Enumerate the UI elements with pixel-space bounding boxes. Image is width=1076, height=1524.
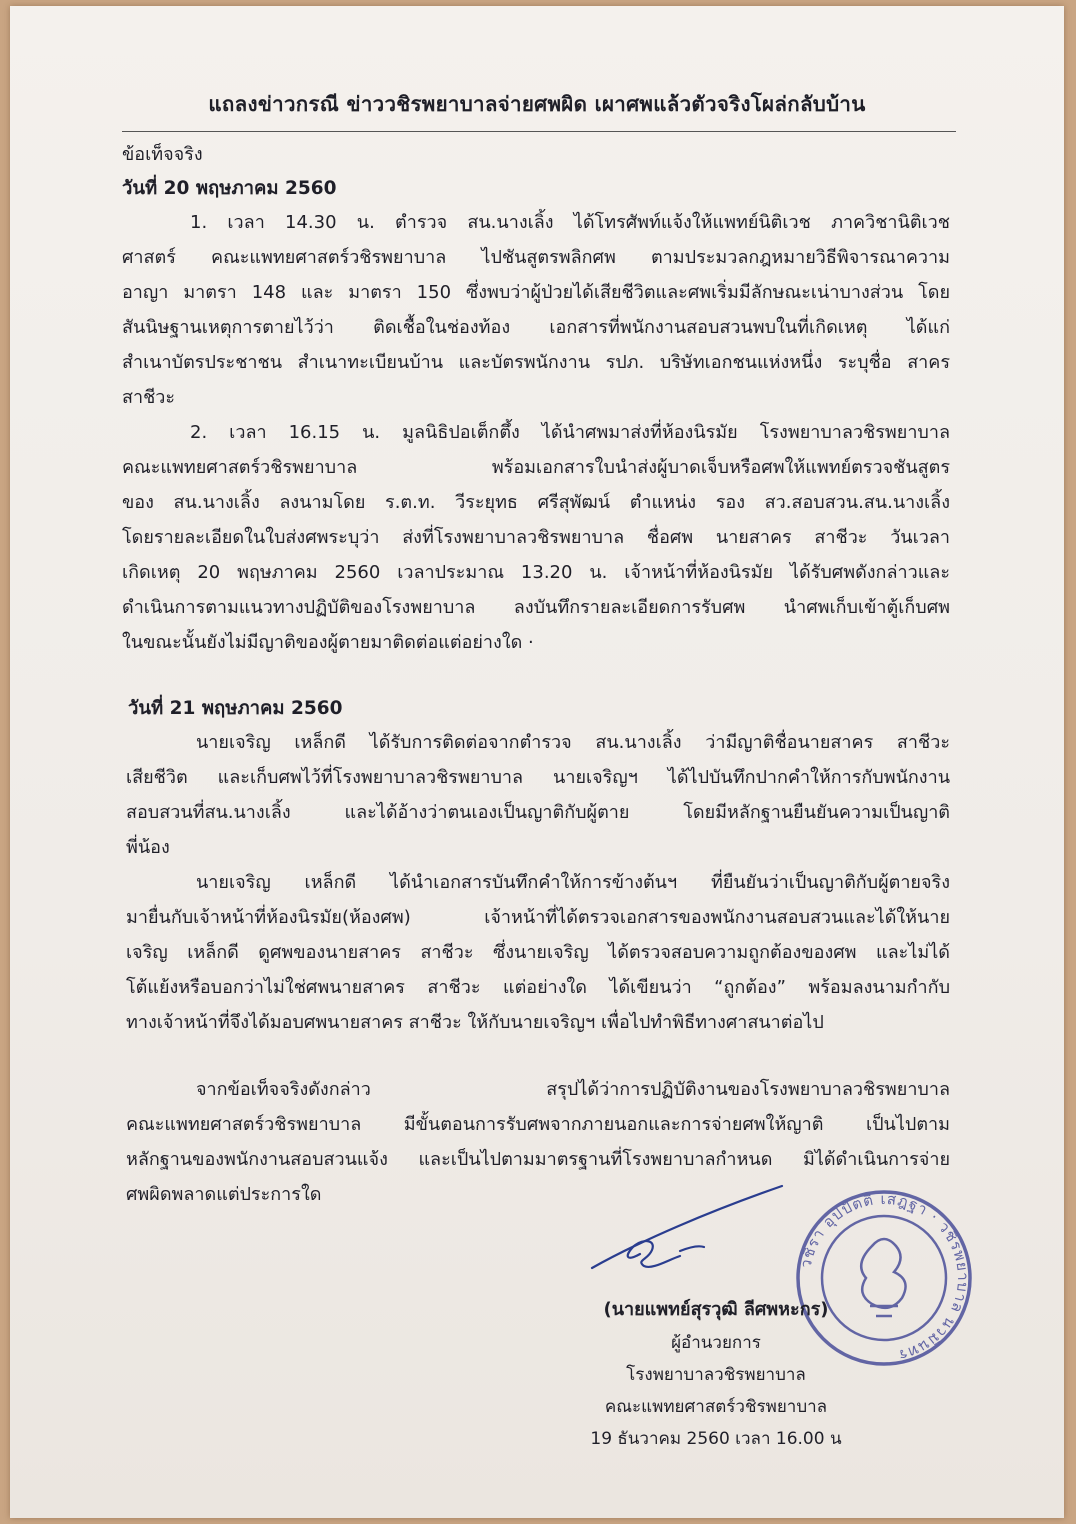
day1-item1-line: อาญา มาตรา 148 และ มาตรา 150 ซึ่งพบว่าผู้ป่วยได้เสียชีวิตและศพเริ่มมีลักษณะเน่าบางส่วน โดย	[122, 282, 950, 303]
statement-date: 19 ธันวาคม 2560 เวลา 16.00 น	[590, 1429, 842, 1449]
day1-item2-line: คณะแพทยศาสตร์วชิรพยาบาล พร้อมเอกสารใบนำส่งผู้บาดเจ็บหรือศพให้แพทย์ตรวจชันสูตร	[122, 457, 950, 478]
day2-heading: วันที่ 21 พฤษภาคม 2560	[128, 698, 343, 719]
day1-item2-line: ของ สน.นางเลิ้ง ลงนามโดย ร.ต.ท. วีระยุทธ ศรีสุพัฒน์ ตำแหน่ง รอง สว.สอบสวน.สน.นางเลิ้ง	[122, 492, 950, 513]
signatory-faculty: คณะแพทยศาสตร์วชิรพยาบาล	[604, 1397, 828, 1417]
signatory-organization: โรงพยาบาลวชิรพยาบาล	[626, 1365, 806, 1385]
day2-para2-line: โต้แย้งหรือบอกว่าไม่ใช่ศพนายสาคร สาชีวะ แต่อย่างใด ได้เขียนว่า “ถูกต้อง” พร้อมลงนามกำกับ	[126, 977, 950, 998]
signatory-position: ผู้อำนวยการ	[671, 1333, 761, 1353]
day2-para1-line: นายเจริญ เหล็กดี ได้รับการติดต่อจากตำรวจ สน.นางเลิ้ง ว่ามีญาติชื่อนายสาคร สาชีวะ	[196, 732, 950, 753]
day1-item1-line: สันนิษฐานเหตุการตายไว้ว่า ติดเชื้อในช่องท้อง เอกสารที่พนักงานสอบสวนพบในที่เกิดเหตุ ได้แก่	[122, 317, 950, 338]
paper-sheet	[10, 6, 1064, 1518]
stamp-text: วชิรา อุปปัตติ เสฎฐา · วชิรพยาบาล นวมินทร	[796, 1189, 973, 1365]
day1-item1-line: สาชีวะ	[122, 387, 176, 408]
document-title: แถลงข่าวกรณี ข่าววชิรพยาบาลจ่ายศพผิด เผาศพแล้วตัวจริงโผล่กลับบ้าน	[208, 92, 866, 116]
conclusion-line: คณะแพทยศาสตร์วชิรพยาบาล มีขั้นตอนการรับศพจากภายนอกและการจ่ายศพให้ญาติ เป็นไปตาม	[126, 1114, 950, 1135]
day2-para1-line: สอบสวนที่สน.นางเลิ้ง และได้อ้างว่าตนเองเป็นญาติกับผู้ตาย โดยมีหลักฐานยืนยันความเป็นญาติ	[126, 802, 950, 823]
day1-item1-line: 1. เวลา 14.30 น. ตำรวจ สน.นางเลิ้ง ได้โทรศัพท์แจ้งให้แพทย์นิติเวช ภาควิชานิติเวช	[190, 212, 950, 233]
day2-para2-line: มายื่นกับเจ้าหน้าที่ห้องนิรมัย(ห้องศพ) เจ้าหน้าที่ได้ตรวจเอกสารของพนักงานสอบสวนและได้ให้นาย	[126, 907, 950, 928]
day1-item2-line: ดำเนินการตามแนวทางปฏิบัติของโรงพยาบาล ลงบันทึกรายละเอียดการรับศพ นำศพเก็บเข้าตู้เก็บศพ	[122, 597, 950, 618]
day1-item2-line: ในขณะนั้นยังไม่มีญาติของผู้ตายมาติดต่อแต่อย่างใด ·	[122, 632, 534, 653]
day1-item1-line: ศาสตร์ คณะแพทยศาสตร์วชิรพยาบาล ไปชันสูตรพลิกศพ ตามประมวลกฎหมายวิธีพิจารณาความ	[122, 247, 950, 268]
signatory-name: (นายแพทย์สุรวุฒิ ลีศพหะกร)	[603, 1299, 829, 1320]
day1-item2-line: 2. เวลา 16.15 น. มูลนิธิปอเต็กตึ้ง ได้นำศพมาส่งที่ห้องนิรมัย โรงพยาบาลวชิรพยาบาล	[190, 422, 950, 443]
day2-para1-line: พี่น้อง	[126, 837, 170, 858]
day2-para2-line: เจริญ เหล็กดี ดูศพของนายสาคร สาชีวะ ซึ่งนายเจริญ ได้ตรวจสอบความถูกต้องของศพ และไม่ได้	[126, 942, 950, 963]
day2-para2-line: ทางเจ้าหน้าที่จึงได้มอบศพนายสาคร สาชีวะ ให้กับนายเจริญฯ เพื่อไปทำพิธีทางศาสนาต่อไป	[126, 1012, 824, 1033]
day2-para1-line: เสียชีวิต และเก็บศพไว้ที่โรงพยาบาลวชิรพยาบาล นายเจริญฯ ได้ไปบันทึกปากคำให้การกับพนักงาน	[126, 767, 950, 788]
conclusion-line: ศพผิดพลาดแต่ประการใด	[126, 1184, 322, 1205]
day1-heading: วันที่ 20 พฤษภาคม 2560	[122, 178, 337, 199]
signature-and-stamp	[10, 6, 1064, 1518]
document-body	[10, 6, 1064, 1518]
conclusion-line: จากข้อเท็จจริงดังกล่าว สรุปได้ว่าการปฏิบัติงานของโรงพยาบาลวชิรพยาบาล	[196, 1079, 950, 1100]
day1-item2-line: เกิดเหตุ 20 พฤษภาคม 2560 เวลาประมาณ 13.20 น. เจ้าหน้าที่ห้องนิรมัย ได้รับศพดังกล่าวและ	[122, 562, 950, 583]
day1-item1-line: สำเนาบัตรประชาชน สำเนาทะเบียนบ้าน และบัตรพนักงาน รปภ. บริษัทเอกชนแห่งหนึ่ง ระบุชื่อ สาคร	[122, 352, 950, 373]
day1-item2-line: โดยรายละเอียดในใบส่งศพระบุว่า ส่งที่โรงพยาบาลวชิรพยาบาล ชื่อศพ นายสาคร สาชีวะ วันเวลา	[122, 527, 950, 548]
handwritten-signature	[592, 1186, 782, 1268]
facts-heading: ข้อเท็จจริง	[122, 144, 203, 165]
conclusion-line: หลักฐานของพนักงานสอบสวนแจ้ง และเป็นไปตามมาตรฐานที่โรงพยาบาลกำหนด มิได้ดำเนินการจ่าย	[126, 1149, 950, 1170]
day2-para2-line: นายเจริญ เหล็กดี ได้นำเอกสารบันทึกคำให้การข้างต้นฯ ที่ยืนยันว่าเป็นญาติกับผู้ตายจริง	[196, 872, 950, 893]
